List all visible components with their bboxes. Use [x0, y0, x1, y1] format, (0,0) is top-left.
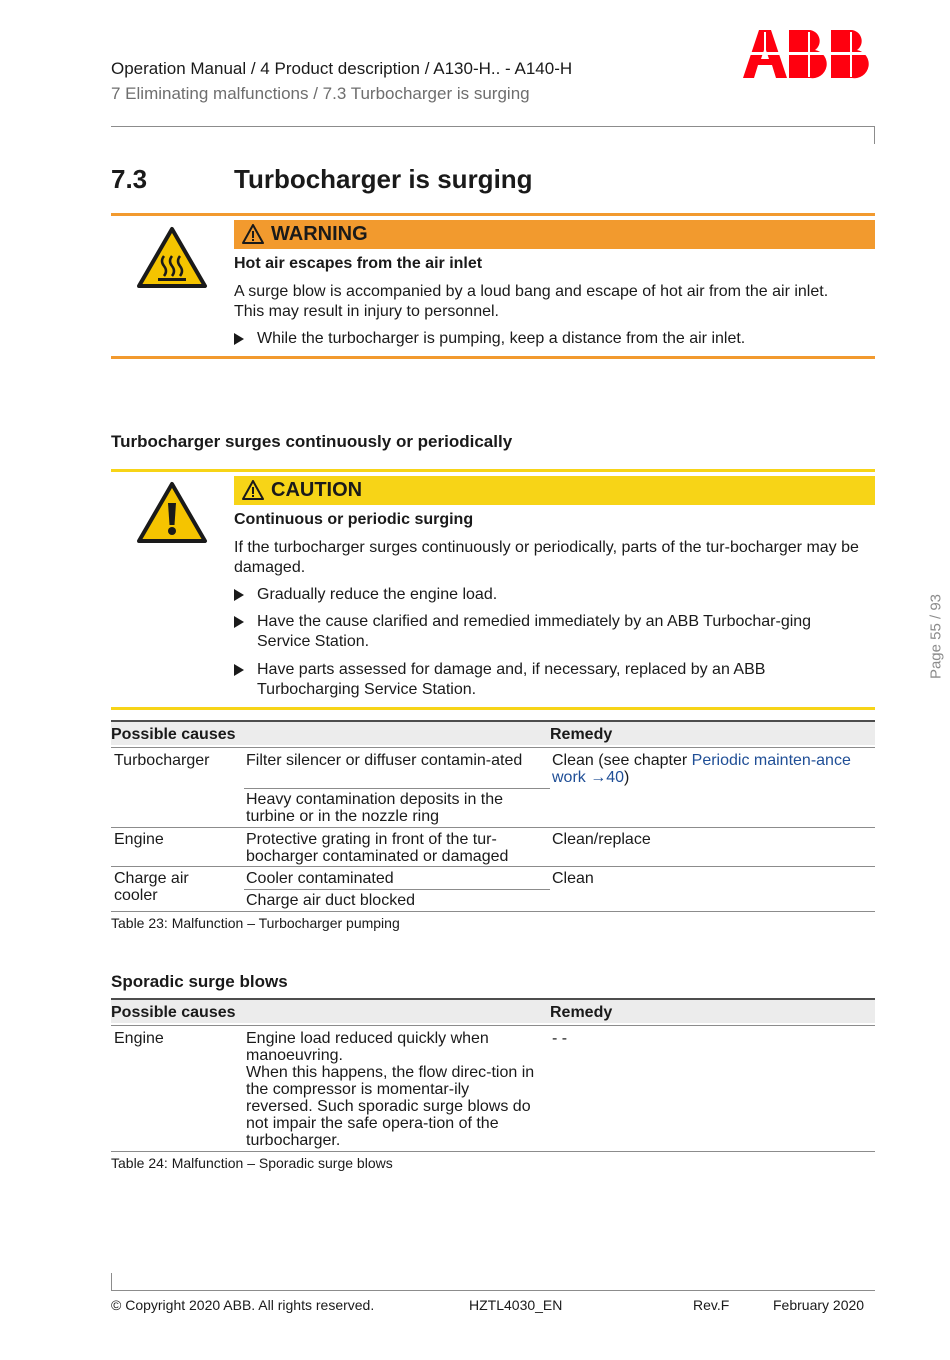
page-number: Page 55 / 93	[927, 593, 945, 680]
footer-doc-id: HZTL4030_EN	[469, 1297, 563, 1313]
table23-cause: Cooler contaminated	[246, 870, 394, 887]
table23-header-causes: Possible causes	[111, 726, 236, 743]
bullet-arrow-icon	[234, 616, 244, 628]
table23-cause: Filter silencer or diffuser contamin-ated	[246, 752, 523, 769]
table24-header-remedy: Remedy	[550, 1004, 613, 1021]
footer-tick	[111, 1273, 112, 1291]
bullet-arrow-icon	[234, 333, 244, 345]
caution-signal-word: CAUTION	[271, 479, 363, 501]
footer-date: February 2020	[773, 1297, 865, 1313]
table23-header-remedy: Remedy	[550, 726, 613, 743]
warning-text: A surge blow is accompanied by a loud bang and escape of hot air from the air inlet. This may result in injury to personnel.	[234, 283, 829, 320]
table23-remedy	[552, 752, 862, 786]
table23-bottom-rule	[111, 911, 875, 912]
table24-header-causes: Possible causes	[111, 1004, 236, 1021]
table24-bottom-rule	[111, 1151, 875, 1152]
warning-signal-word: WARNING	[271, 223, 368, 245]
table24-cause: Engine load reduced quickly when manoeuvring. When this happens, the flow direc-tion in the compressor is momentar-ily reversed. Such sporadic surge blows do not impair the safe opera-tion of the turbocharger.	[246, 1030, 535, 1149]
warning-action-text: While the turbocharger is pumping, keep a distance from the air inlet.	[257, 330, 746, 347]
warning-bottom-rule	[111, 356, 875, 359]
header-rule	[111, 126, 875, 127]
table24-component: Engine	[114, 1030, 164, 1047]
table23-component: Turbocharger	[114, 752, 210, 769]
warning-signal-bar	[234, 220, 875, 249]
table23-cause: Heavy contamination deposits in the turbine or in the nozzle ring	[246, 791, 504, 825]
table23-inner-rule	[244, 889, 550, 890]
caution-bottom-rule	[111, 707, 875, 710]
table23-row-rule	[111, 827, 875, 828]
table24-caption: Table 24: Malfunction – Sporadic surge blows	[111, 1155, 393, 1171]
header-breadcrumb: Operation Manual / 4 Product description / A130-H.. - A140-H	[111, 59, 573, 78]
bullet-arrow-icon	[234, 664, 244, 676]
footer-copyright: © Copyright 2020 ABB. All rights reserved.	[111, 1297, 375, 1313]
table24-remedy: - -	[552, 1030, 568, 1047]
header-tick	[874, 126, 875, 144]
table23-cause: Charge air duct blocked	[246, 892, 415, 909]
warning-heading: Hot air escapes from the air inlet	[234, 255, 483, 272]
caution-action-text: Gradually reduce the engine load.	[257, 586, 498, 603]
periodic-maintenance-link[interactable]: Periodic mainten-ance work →40	[552, 752, 851, 786]
caution-heading: Continuous or periodic surging	[234, 511, 474, 528]
warning-triangle-icon	[242, 224, 264, 244]
table23-cause: Protective grating in front of the tur-bocharger contaminated or damaged	[246, 831, 509, 865]
caution-top-rule	[111, 469, 875, 472]
warning-top-rule	[111, 213, 875, 216]
footer-revision: Rev.F	[693, 1297, 730, 1313]
hot-surface-icon	[136, 226, 208, 289]
exclamation-icon	[136, 481, 208, 544]
table23-remedy: Clean/replace	[552, 831, 651, 848]
table23-remedy: Clean	[552, 870, 594, 887]
table23-component: Charge air cooler	[114, 870, 189, 904]
table23-row-rule	[111, 866, 875, 867]
table23-inner-rule	[244, 788, 550, 789]
subheading-sporadic: Sporadic surge blows	[111, 972, 288, 991]
subheading-continuous: Turbocharger surges continuously or periodically	[111, 432, 513, 451]
remedy-text-end: )	[624, 769, 630, 786]
caution-action-text: Have the cause clarified and remedied immediately by an ABB Turbochar-ging Service Station.	[257, 613, 812, 650]
table23-header-rule	[111, 747, 875, 748]
bullet-arrow-icon	[234, 589, 244, 601]
caution-triangle-icon	[242, 480, 264, 500]
table23-caption: Table 23: Malfunction – Turbocharger pumping	[111, 915, 400, 931]
table24-header-rule	[111, 1025, 875, 1026]
abb-logo	[743, 28, 875, 80]
caution-text: If the turbocharger surges continuously or periodically, parts of the tur-bocharger may be damaged.	[234, 539, 859, 576]
remedy-text: Clean (see chapter	[552, 752, 692, 769]
section-number: 7.3	[111, 164, 148, 194]
table23-component: Engine	[114, 831, 164, 848]
section-title: Turbocharger is surging	[234, 164, 533, 194]
caution-action-text: Have parts assessed for damage and, if necessary, replaced by an ABB Turbocharging Service Station.	[257, 661, 766, 698]
footer-rule	[111, 1290, 875, 1291]
header-chapter: 7 Eliminating malfunctions / 7.3 Turbocharger is surging	[111, 84, 530, 103]
caution-signal-bar	[234, 476, 875, 505]
